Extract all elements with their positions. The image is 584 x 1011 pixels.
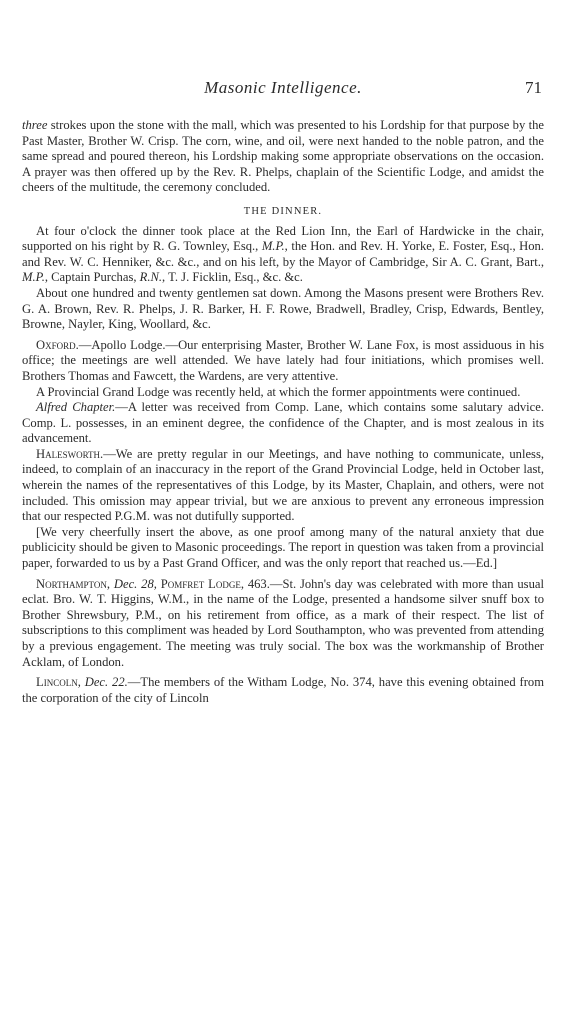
text-run-italic: R.N. <box>139 270 163 285</box>
paragraph-lincoln <box>22 675 544 706</box>
chapter-name: Alfred Chapter. <box>36 400 116 415</box>
paragraph-attendees: About one hundred and twenty gentlemen sat down. Among the Masons present were Brothers Rev. G. A. Brown, Rev. R. Phelps, J. R. Barker, H. F. Rowe, Bradwell, Bradley, Crisp, Edwards, Bentley, Browne, Nayler, King, Woollard, &c. <box>22 285 544 332</box>
paragraph-alfred-chapter <box>22 400 544 447</box>
paragraph-text: —A letter was received from Comp. Lane, which contains some salutary advice. Comp. L. possesses, in an eminent degree, the confidence of the Chapter, and is most zealous in its advancement. <box>22 400 544 446</box>
paragraph-provincial-grand-lodge: A Provincial Grand Lodge was recently held, at which the former appointments were continued. <box>36 384 521 399</box>
text-run: , T. J. Ficklin, Esq., &c. &c. <box>162 270 303 285</box>
running-head <box>22 78 544 102</box>
paragraph-northampton <box>22 577 544 671</box>
text-run: , Captain Purchas, <box>44 270 140 285</box>
text-run: , the Hon. and Rev. H. Yorke, E. Foster, Esq., Hon. and Rev. W. C. Henniker, &c. &c., and on his left, by the Mayor of Cambridge, Sir A. C. Grant, Bart., <box>22 239 544 269</box>
paragraph-dinner <box>22 224 544 286</box>
date: Dec. 28, <box>110 576 161 591</box>
paragraph-text: —The members of the Witham Lodge, No. 374, have this evening obtained from the corporation of the city of Lincoln <box>22 675 544 705</box>
paragraph-text: —Apollo Lodge.—Our enterprising Master, Brother W. Lane Fox, is most assiduous in his office; the meetings are well attended. We have lately had four initiations, which promises well. Brothers Thomas and Fawcett, the Wardens, are very attentive. <box>22 337 544 383</box>
place-name: Lincoln, <box>36 675 81 690</box>
text-run-italic: M.P. <box>261 239 285 254</box>
paragraph-editor-note: [We very cheerfully insert the above, as one proof among many of the natural anxiety that due publicicity should be given to Masonic proceedings. The report in question was taken from a provincial paper, forwarded to us by a Past Grand Officer, and was the only report that reached us.—Ed.] <box>22 524 544 571</box>
date: Dec. 22. <box>80 675 128 690</box>
paragraph-text: 463.—St. John's day was celebrated with more than usual eclat. Bro. W. T. Higgins, W.M., in the name of the Lodge, presented a handsome silver snuff box to Brother Shrewsbury, P.M., on his retirement from office, as a mark of their respect. The list of subscriptions to this compliment was headed by Lord Southampton, who was prevented from attending by a previous engagement. The meeting was truly social. The box was the workmanship of Brother Acklam, of London. <box>22 576 544 669</box>
section-heading-dinner: THE DINNER. <box>243 205 323 217</box>
paragraph-text: strokes upon the stone with the mall, which was presented to his Lordship for that purpose by the Past Master, Brother W. Crisp. The corn, wine, and oil, were next handed to the noble patron, and the same spread and poured thereon, his Lordship making some appropriate observations on the occasion. A prayer was then offered up by the Rev. R. Phelps, chaplain of the Scientific Lodge, and amidst the cheers of the multitude, the ceremony concluded. <box>22 118 544 195</box>
place-name: Oxford. <box>36 337 79 352</box>
text-run-italic: M.P. <box>22 270 45 285</box>
lodge-name: Pomfret Lodge, <box>160 576 244 591</box>
page-number: 71 <box>525 78 542 97</box>
text-run: At four o'clock the dinner took place at the Red Lion Inn, the Earl of Hardwicke in the chair, supported on his right by R. G. Townley, Esq., <box>22 223 544 254</box>
paragraph-ceremony <box>22 118 544 196</box>
paragraph-oxford <box>22 338 544 385</box>
place-name: Halesworth. <box>36 446 104 461</box>
page-header-title: Masonic Intelligence. <box>204 78 362 97</box>
paragraph-halesworth <box>22 447 544 525</box>
paragraph-text: —We are pretty regular in our Meetings, and have nothing to communicate, unless, indeed, to complain of an inaccuracy in the report of the Grand Provincial Lodge, held in October last, wherein the names of the representatives of this Lodge, by its Master, Chaplain, and others, were not included. This omission may appear trivial, but we are anxious to prevent any erroneous impression that our respected P.G.M. was not dutifully supported. <box>22 446 544 524</box>
place-name: Northampton, <box>36 576 111 591</box>
lead-word: three <box>22 118 48 132</box>
page-body <box>22 118 544 706</box>
